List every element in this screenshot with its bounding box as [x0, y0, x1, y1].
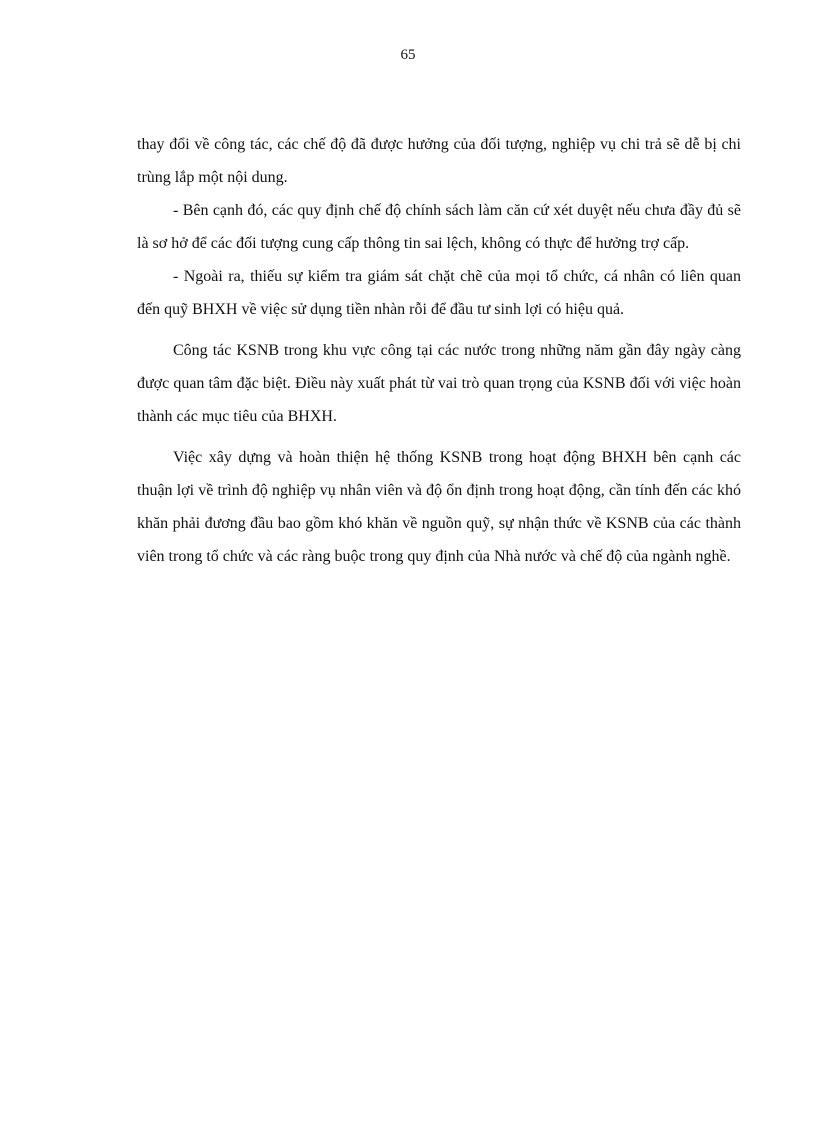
paragraph-ksnb-public-sector: Công tác KSNB trong khu vực công tại các nước trong những năm gần đây ngày càng được quan tâm đặc biệt. Điều này xuất phát từ vai trò quan trọng của KSNB đối với việc hoàn thành các mục tiêu của BHXH.: [137, 342, 741, 425]
paragraph-continuation: thay đổi về công tác, các chế độ đã được hưởng của đối tượng, nghiệp vụ chi trả sẽ dễ bị chi trùng lắp một nội dung.: [137, 136, 741, 186]
page-number: 65: [400, 47, 416, 63]
document-body: [137, 128, 741, 573]
paragraph-bullet-regulations: - Bên cạnh đó, các quy định chế độ chính sách làm căn cứ xét duyệt nếu chưa đầy đủ sẽ là sơ hở để các đối tượng cung cấp thông tin sai lệch, không có thực để hưởng trợ cấp.: [137, 202, 741, 252]
paragraph-bullet-supervision: - Ngoài ra, thiếu sự kiểm tra giám sát chặt chẽ của mọi tổ chức, cá nhân có liên quan đến quỹ BHXH về việc sử dụng tiền nhàn rỗi để đầu tư sinh lợi có hiệu quả.: [137, 268, 741, 318]
paragraph-ksnb-development: Việc xây dựng và hoàn thiện hệ thống KSNB trong hoạt động BHXH bên cạnh các thuận lợi về trình độ nghiệp vụ nhân viên và độ ổn định trong hoạt động, cần tính đến các khó khăn phải đương đầu bao gồm khó khăn về nguồn quỹ, sự nhận thức về KSNB của các thành viên trong tổ chức và các ràng buộc trong quy định của Nhà nước và chế độ của ngành nghề.: [137, 449, 741, 565]
